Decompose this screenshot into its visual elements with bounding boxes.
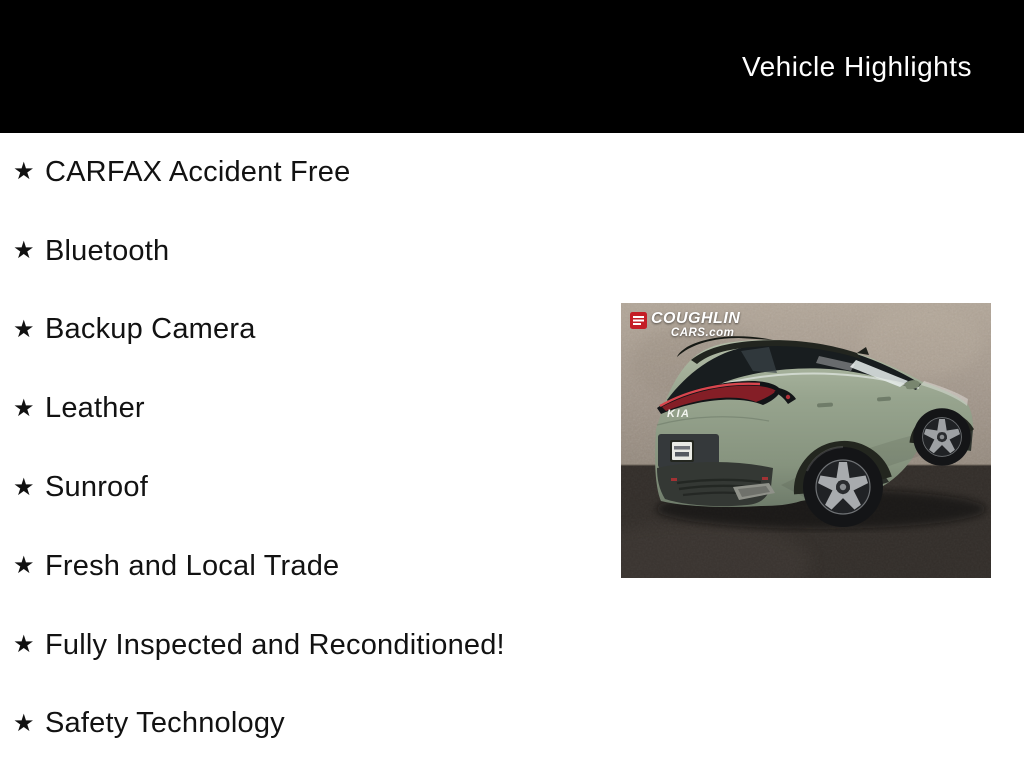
coughlin-logo-icon bbox=[630, 312, 647, 329]
license-plate bbox=[670, 440, 694, 462]
highlight-label: Leather bbox=[45, 392, 145, 425]
star-bullet-icon: ★ bbox=[13, 315, 35, 343]
highlight-label: Bluetooth bbox=[45, 234, 170, 267]
highlight-label: Fresh and Local Trade bbox=[45, 549, 340, 582]
star-bullet-icon: ★ bbox=[13, 158, 35, 186]
watermark-text bbox=[651, 311, 740, 340]
front-wheel bbox=[913, 408, 971, 466]
highlight-label: Fully Inspected and Reconditioned! bbox=[45, 628, 505, 661]
highlight-label: Safety Technology bbox=[45, 707, 285, 740]
highlight-label: CARFAX Accident Free bbox=[45, 155, 351, 188]
list-item bbox=[13, 133, 1024, 212]
watermark-brand: COUGHLIN bbox=[651, 310, 741, 327]
watermark-domain: CARS.com bbox=[670, 327, 735, 339]
kia-badge: KIA bbox=[667, 408, 691, 420]
star-bullet-icon: ★ bbox=[13, 552, 35, 580]
list-item bbox=[13, 685, 1024, 764]
rear-wheel bbox=[803, 447, 883, 527]
header-bar bbox=[0, 0, 1024, 133]
page-title: Vehicle Highlights bbox=[741, 50, 972, 82]
dealer-watermark bbox=[630, 311, 740, 340]
star-bullet-icon: ★ bbox=[13, 473, 35, 501]
vehicle-photo-illustration bbox=[621, 303, 991, 578]
star-bullet-icon: ★ bbox=[13, 394, 35, 422]
list-item bbox=[13, 606, 1024, 685]
list-item bbox=[13, 212, 1024, 291]
highlight-label: Backup Camera bbox=[45, 313, 256, 346]
vehicle-photo bbox=[621, 303, 991, 578]
star-bullet-icon: ★ bbox=[13, 237, 35, 265]
star-bullet-icon: ★ bbox=[13, 709, 35, 737]
rear-bumper bbox=[657, 462, 773, 506]
star-bullet-icon: ★ bbox=[13, 631, 35, 659]
highlight-label: Sunroof bbox=[45, 471, 148, 504]
